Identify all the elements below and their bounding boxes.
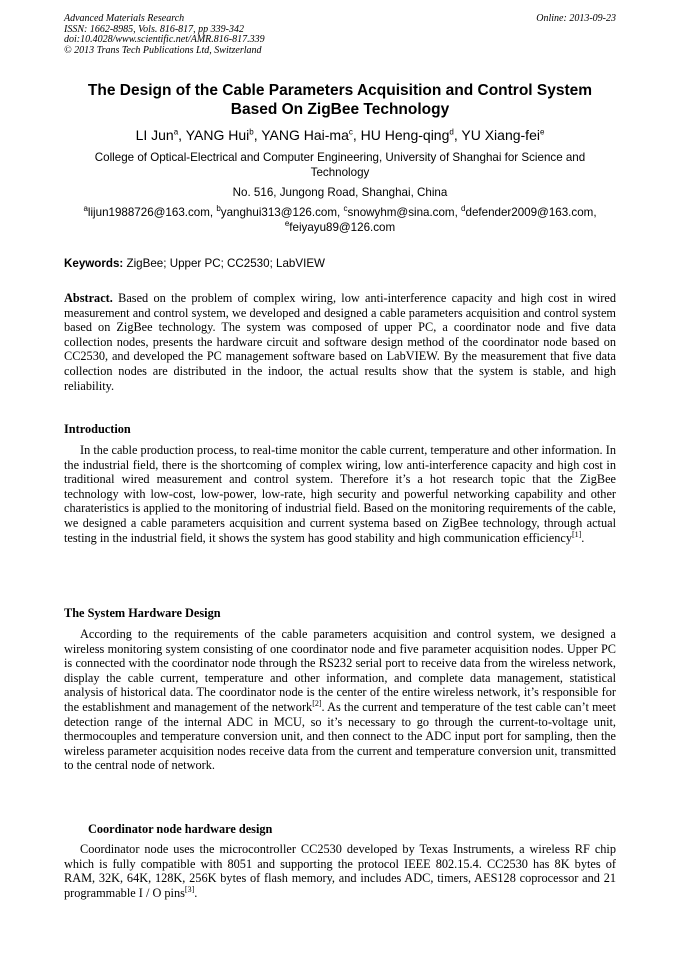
- hardware-paragraph: According to the requirements of the cable parameters acquisition and control system, we designed a wireless monitoring system consisting of one coordinator node and five parameter acquisition nodes. Upper PC is connected with the coordinator node through the RS232 serial port to receive data from the wireless network, display the cable current, temperature and other information, and complete data management, statistical analysis of historical data. The coordinator node is the center of the entire wireless network, it’s responsible for the establishment and management of the network[2]. As the current and temperature of the test cable can’t meet detection range of the internal ADC in MCU, so it’s necessary to go through the current-to-voltage unit, thermocouples and temperature conversion unit, and then connect to the ADC input port for sampling, then the wireless parameter acquisition nodes receive data from the current and temperature conversion unit, transmitted to the central node of network.: [64, 627, 616, 773]
- author: HU Heng-qing$^d$: [360, 127, 454, 143]
- coordinator-paragraph: Coordinator node uses the microcontroller CC2530 developed by Texas Instruments, a wireless RF chip which is fully compatible with 8051 and supporting the protocol IEEE 802.15.4. CC2530 has 8K bytes of RAM, 32K, 64K, 128K, 256K bytes of flash memory, and includes ADC, timers, AES128 coprocessor and 21 programmable I / O pins[3].: [64, 842, 616, 900]
- author: YANG Hai-$ma^c$: [261, 127, 353, 143]
- title-line-2: Based On ZigBee Technology: [230, 101, 450, 118]
- issn-line: ISSN: 1662-8985, Vols. 816-817, pp 339-342: [64, 23, 244, 35]
- email[interactable]: $^e$feiyayu89@126.com: [284, 218, 396, 234]
- email[interactable]: $^b$yanghui313@126.com: [216, 204, 337, 219]
- affiliation: College of Optical-Electrical and Computer Engineering, University of Shanghai for Science and Technology: [94, 151, 586, 179]
- journal-header: [64, 14, 616, 56]
- paper-title: [64, 81, 616, 119]
- author: LI Jun$^a$: [135, 127, 179, 143]
- title-line-1: The Design of the Cable Parameters Acquisition and Control System: [87, 82, 593, 99]
- email[interactable]: $^a$lijun1988726@163.com: [83, 204, 210, 219]
- keywords-text: ZigBee; Upper PC; CC2530; LabVIEW: [126, 257, 325, 270]
- section-heading-introduction: Introduction: [64, 422, 131, 436]
- email[interactable]: $^d$defender2009@163.com: [461, 204, 594, 219]
- doi-line: doi:10.4028/www.scientific.net/AMR.816-817.339: [64, 34, 265, 45]
- author: YANG Hui$^b$: [185, 127, 254, 143]
- author-list: LI Jun$^a$, YANG Hui$^b$, YANG Hai-$ma^c$, HU Heng-qing$^d$, YU Xiang-fei$^e$: [135, 127, 545, 143]
- citation[interactable]: [2]: [312, 698, 322, 708]
- abstract-text: Based on the problem of complex wiring, low anti-interference capacity and high cost in wired measurement and control system, we developed and designed a cable parameters acquisition and control system based on ZigBee technology. The system was composed of upper PC, a coordinator node and five data collection nodes, presents the hardware circuit and software design method of the coordinator node based on CC2530, and developed the PC management software based on LabVIEW. By the measurement that five data collection nodes are distributed in the indoor, the actual results show that the system is stable, and high reliability.: [64, 291, 616, 393]
- subsection-heading-coordinator: Coordinator node hardware design: [88, 822, 273, 836]
- introduction-paragraph: In the cable production process, to real-time monitor the cable current, temperature and other information. In the industrial field, there is the shortcoming of complex wiring, low anti-interference capacity and high cost in traditional wired measurement and control system. Therefore it’s a hot research topic that the ZigBee technology with low-cost, low-power, low-rate, high security and powerful networking capability and other charateristics is applied to the monitoring of industrial field. Based on the monitoring requirements of the cable, we designed a cable parameters acquisition and current systema based on ZigBee technology, through actual testing in the industrial field, it shows the system has good stability and high communication efficiency[1].: [64, 443, 616, 545]
- copyright-line: © 2013 Trans Tech Publications Ltd, Switzerland: [64, 44, 262, 56]
- keywords-label: Keywords:: [64, 257, 124, 270]
- author: YU Xiang-fei$^e$: [461, 127, 545, 143]
- abstract: [64, 291, 616, 393]
- section-heading-hardware: The System Hardware Design: [64, 606, 221, 620]
- author-emails: $^a$lijun1988726@163.com, $^b$yanghui313@126.com, $^c$snowyhm@sina.com, $^d$defender2009@163.com, $^e$feiyayu89@126.com: [83, 204, 597, 234]
- affiliation-address: No. 516, Jungong Road, Shanghai, China: [232, 186, 448, 199]
- online-date: Online: 2013-09-23: [536, 13, 616, 24]
- citation[interactable]: [1]: [571, 529, 582, 539]
- keywords: [64, 257, 616, 272]
- email[interactable]: $^c$snowyhm@sina.com: [343, 204, 455, 219]
- citation[interactable]: [3]: [184, 884, 195, 894]
- abstract-label: Abstract.: [64, 291, 113, 305]
- journal-name: Advanced Materials Research: [64, 13, 185, 24]
